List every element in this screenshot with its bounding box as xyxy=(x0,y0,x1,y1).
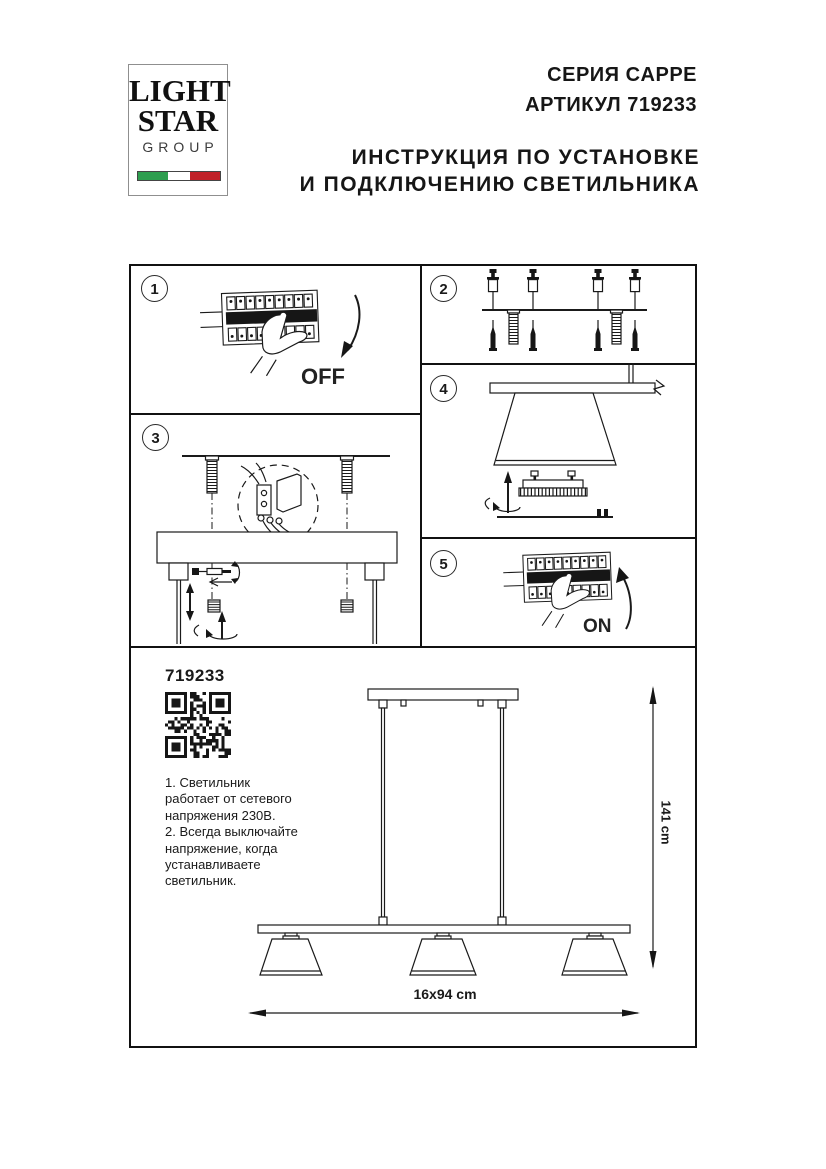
step-4-panel xyxy=(420,363,697,537)
width-dimension-label: 16x94 cm xyxy=(413,986,477,1002)
lamp-shade-left xyxy=(260,933,322,975)
note-line: устанавливаете xyxy=(165,857,261,873)
note-line: напряжения 230В. xyxy=(165,807,276,823)
plate-tab xyxy=(401,700,406,706)
anchor-assemblies xyxy=(487,269,641,310)
lamp-bar xyxy=(490,383,655,393)
step-1-panel xyxy=(129,264,420,413)
step-number: 1 xyxy=(141,275,168,302)
note-line: 1. Светильник xyxy=(165,775,251,790)
on-label: ON xyxy=(583,616,612,637)
article-line: АРТИКУЛ 719233 xyxy=(525,94,697,116)
suspension-rods xyxy=(379,700,506,925)
step-number: 4 xyxy=(430,375,457,402)
lamp-shade xyxy=(494,393,616,465)
step-number: 3 xyxy=(142,424,169,451)
logo-word-star: STAR xyxy=(137,103,219,138)
step-3-panel xyxy=(129,413,420,646)
threaded-dowels xyxy=(508,310,623,344)
logo-word-group: GROUP xyxy=(142,139,219,155)
note-line: работает от сетевого xyxy=(165,791,292,807)
lamp-shade-center xyxy=(410,933,476,975)
flag-red-segment xyxy=(190,172,220,180)
lamp-shade-right xyxy=(562,933,627,975)
note-line: светильник. xyxy=(165,873,237,889)
note-line: 2. Всегда выключайте xyxy=(165,824,298,840)
article-number: 719233 xyxy=(165,666,225,685)
series-line: СЕРИЯ CAPPE xyxy=(547,64,697,86)
logo-word-light: LIGHT xyxy=(129,73,231,108)
step-5-panel xyxy=(420,537,697,646)
lightstar-logo xyxy=(128,64,231,196)
step-2-panel xyxy=(420,264,697,363)
arrowhead-up xyxy=(616,567,629,583)
led-module xyxy=(519,471,587,496)
note-line: напряжение, когда xyxy=(165,840,278,856)
height-dimension xyxy=(650,686,657,969)
step-number: 2 xyxy=(430,275,457,302)
attach-up-arrow xyxy=(485,471,520,513)
breaker-off-drawing xyxy=(129,264,420,413)
knurled-bushings xyxy=(208,600,353,612)
canopy-wiring-drawing xyxy=(129,413,420,646)
ceiling-plate xyxy=(368,689,518,700)
lamp-bar xyxy=(258,925,630,933)
screw-up-arrow xyxy=(194,611,237,639)
product-panel xyxy=(129,646,697,1048)
italian-flag-bar xyxy=(137,171,221,181)
width-dimension xyxy=(248,1010,640,1017)
flag-white-segment xyxy=(168,172,191,180)
page-title xyxy=(297,144,700,198)
shade-led-drawing xyxy=(420,363,697,537)
flag-green-segment xyxy=(138,172,168,180)
switch-down-arrow xyxy=(348,295,359,350)
ceiling-anchors-drawing xyxy=(420,264,697,363)
breaker-on-drawing xyxy=(420,537,697,646)
plate-tab xyxy=(478,700,483,706)
header-series-article xyxy=(297,60,697,120)
canopy-assembly xyxy=(157,532,397,644)
off-label: OFF xyxy=(301,364,345,389)
step-number: 5 xyxy=(430,550,457,577)
title-line-2: И ПОДКЛЮЧЕНИЮ СВЕТИЛЬНИКА xyxy=(299,173,700,196)
title-line-1: ИНСТРУКЦИЯ ПО УСТАНОВКЕ xyxy=(351,146,700,169)
height-dimension-label: 141 cm xyxy=(658,800,674,845)
